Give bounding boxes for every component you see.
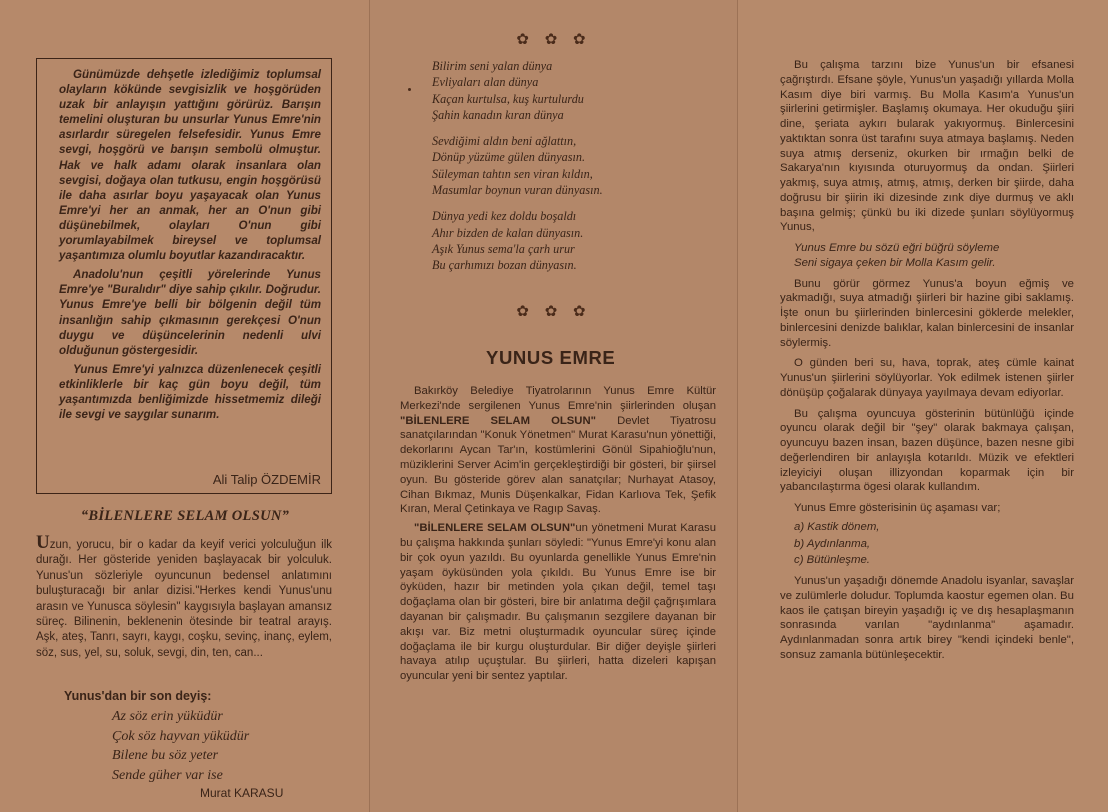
poem-line: Dönüp yüzüme gülen dünyasın. <box>432 150 585 165</box>
body-paragraph: Yunus Emre gösterisinin üç aşaması var; <box>794 502 1001 514</box>
poem-line: Kaçan kurtulsa, kuş kurtulurdu <box>432 91 584 106</box>
poem-subheading: Yunus'dan bir son deyiş: <box>64 689 212 703</box>
stage-item: a) Kastik dönem, <box>794 520 880 533</box>
poem-line: Bu çarhımızı bozan dünyasın. <box>432 258 577 273</box>
poem-line: Bilene bu söz yeter <box>112 748 219 763</box>
middle-body-text <box>400 384 716 688</box>
poem-line: Bilirim seni yalan dünya <box>432 59 553 73</box>
text-run: un yönetmeni Murat Karasu bu çalışma hakkında şunları söyledi: "Yunus Emre'yi konu alan bir çok oyun yazıldı. Bu oyunlarda genellikle Yunus Emre'nin yaşam öyküsünden yola çıkıldı. Bu Yunus Emre ise bir öyküden, hazır bir metinden yola çıkan değil, temel taşı doğaçlama olan bir gösteri, bire bir anlatıma değil çağrışımlara dayanan bir çalışmadır. Bu çalışmanın sezgilere dayanan bir akışı var. Biz metni oluşturmadık oyuncular süreç içinde doğaçlama ile bir kurgu oluşturdular. Bir diğer deyişle şiirleri havaya atılıp uçuştular. Bu şiirleri, hatta dizeleri kapışan oyuncular yeni bir sentez yaptılar. <box>400 522 716 683</box>
dunya-poem <box>432 58 732 284</box>
flower-ornament: ✿ ✿ ✿ <box>516 32 592 48</box>
poem-line: Masumlar boynun vuran dünyasın. <box>432 183 603 198</box>
flower-ornament: ✿ ✿ ✿ <box>516 304 592 320</box>
poem-line: Ahır bizden de kalan dünyasın. <box>432 225 584 240</box>
section-heading: “BİLENLERE SELAM OLSUN” <box>80 508 290 524</box>
poem-signature: Murat KARASU <box>200 786 284 800</box>
stage-item: b) Aydınlanma, <box>794 537 871 550</box>
play-title: "BİLENLERE SELAM OLSUN" <box>400 414 596 427</box>
body-paragraph: Bu çalışma oyuncuya gösterinin bütünlüğü içinde oyuncu olarak değil bir "şey" olarak bakmaya çalışan, oyuncuyu bazen insan, bazen düşünce, bazen nesne gibi değerlendiren bir anlayışla kotarıldı. Müzik ve efektleri izleyiciyi oluşan illizyondan koparmak için bir yabancılaştırma ögesi olarak kullandım. <box>780 407 1074 494</box>
poem-line: Az söz erin yüküdür <box>112 709 223 724</box>
body-paragraph <box>400 521 716 684</box>
verse-line: Seni sigaya çeken bir Molla Kasım gelir. <box>794 256 996 269</box>
left-panel <box>0 0 370 812</box>
right-body-text <box>780 58 1074 669</box>
verse-line: Yunus Emre bu sözü eğri büğrü söyleme <box>794 242 1000 254</box>
poem-line: Süleyman tahtın sen viran kıldın, <box>432 166 593 181</box>
intro-signature: Ali Talip ÖZDEMİR <box>212 472 321 487</box>
poem-line: Şahin kanadın kıran dünya <box>432 107 564 122</box>
poem-line: Aşık Yunus sema'la çarh urur <box>432 241 575 256</box>
poem-line: Dünya yedi kez doldu boşaldı <box>432 209 577 224</box>
poem-line: Çok söz hayvan yüküdür <box>112 728 250 744</box>
poem-stanza <box>432 208 732 273</box>
body-paragraph: O günden beri su, hava, toprak, ateş cümle kainat Yunus'un şiirlerini söylüyorlar. Yok edilmek istenen şiirler dönüşüp çoğalarak dünyaya yayılmaya devam ediyorlar. <box>780 357 1074 399</box>
left-body-content: zun, yorucu, bir o kadar da keyif verici yolculuğun ilk durağı. Her gösteride yeniden başlayacak bir yolculuk. Yunus'un sözleriyle oyuncunun bedensel anlatımını buluşturacağı bir anlar dizisi."Herkes kendi Yunus'unu arasın ve Yunusca söylesin" kaygısıyla başlayan amansız süreç. Bilinenin, beklenenin ötesinde bir teatral arayış. Aşk, ateş, Tanrı, sayrı, kaygı, coşku, sevinç, inanç, eylem, söz, sus, yel, su, soluk, sevgi, din, ten, can... <box>36 539 332 659</box>
text-run: Bakırköy Belediye Tiyatrolarının Yunus Emre Kültür Merkezi'nde sergilenen Yunus Emre'nin şiirlerinden oluşan <box>400 385 716 412</box>
poem-stanza <box>432 58 732 123</box>
text-run: Devlet Tiyatrosu sanatçılarından "Konuk Yönetmen" Murat Karasu'nun yönettiği, dekorlarını Aycan Tar'ın, kostümlerini Gönül Sipahioğlu'nun, müziklerini Server Acim'in gerçekleştirdiği bir gösteri, bir şiirsel oyun. Bu gösteride görev alan sanatçılar; Nurhayat Atasoy, Cihan Bıkmaz, Munis Düşenkalkar, Fidan Karlıova Tek, Şefik Kıran, Meral Çetinkaya ve Ragıp Savaş. <box>400 414 716 516</box>
intro-paragraph: Günümüzde dehşetle izlediğimiz toplumsal olayların kökünde sevgisizlik ve hoşgörüden uzak bir anlayışın yattığını görürüz. Barışın temelini oluşturan bu unsurlar Yunus Emre'nin asırlardır süregelen felsefesidir. Yunus Emre sevgi, hoşgörü ve barışın sembolü olmuştur. Hak ve halk adamı olarak insanlara olan sevgisi, doğaya olan tutkusu, engin hoşgörüsü ile daha asırlar boyu yaşayacak olan Yunus Emre'yi her an anmak, her an O'nun gibi düşünebilmek, olayları O'nun gibi yorumlayabilmek bireysel ve toplumsal yaşantımıza olumlu boyutlar kazandıracaktır. <box>59 68 321 263</box>
poem-stanza <box>432 133 732 198</box>
poem-line: Sende güher var ise <box>112 767 223 783</box>
page-title: YUNUS EMRE <box>486 347 616 368</box>
body-paragraph: Yunus'un yaşadığı dönemde Anadolu isyanlar, savaşlar ve zulümlerle doludur. Toplumda kaostur egemen olan. Bu kaos ile çatışan bireyin yaşadığı iç ve dış hesaplaşmanın sonrasında varılan "aydınlanma" aşamadır. Aydınlanmadan sonra artık birey "kendi içindeki benle", sonsuz zamanla bütünleşecektir. <box>780 575 1074 661</box>
drop-cap: U <box>36 532 50 553</box>
middle-panel <box>370 0 738 812</box>
body-paragraph: Bunu görür görmez Yunus'a boyun eğmiş ve yakmadığı, suya atmadığı şiirleri bir hazine gibi saklamış. İşte onun bu şiirlerinden binlercesini göklerde melekler, binlercesini denizde balıklar, kalan binlercesini de insanlar söylermiş. <box>780 277 1074 349</box>
intro-paragraph: Anadolu'nun çeşitli yörelerinde Yunus Emre'ye "Buralıdır" diye sahip çıkılır. Doğrudur. Yunus Emre'ye belli bir bölgenin değil tüm insanlığın sahip çıkmasının gerekçesi O'nun duygu ve düşüncelerinin nedenli ulvi olduğunun göstergesidir. <box>59 268 321 357</box>
stage-item: c) Bütünleşme. <box>794 554 870 567</box>
intro-box <box>36 58 332 494</box>
poem-line: Evliyaları alan dünya <box>432 75 539 90</box>
paper-speck <box>408 88 411 91</box>
body-paragraph <box>400 384 716 517</box>
right-panel <box>738 0 1108 812</box>
body-paragraph: Bu çalışma tarzını bize Yunus'un bir efsanesi çağrıştırdı. Efsane şöyle, Yunus'un yaşadığı yıllarda Molla Kasım diye biri varmış. Bu Molla Kasım'a Yunus'un şiirlerini getirmişler. Başlamış okumaya. Her okuduğu şiiri dine, şeriata aykırı bularak yakıyormuş. Binlercesini yaktıktan sonra üst tarafını suya atmaya başlamış. Neden suya atmış derseniz, okurken bir ırmağın belki de Sakarya'nın kıyısında oturuyormuş da ondan. Şiirleri yakmış, suya atmış, atmış, atmış, derken bir şiirde, daha doğrusu bir şiirin iki dizesinde zınk diye durmuş ve aklı başına gelmiş; çünkü bu iki dizede şunları söylüyormuş Yunus, <box>780 59 1074 234</box>
closing-poem <box>112 707 249 785</box>
intro-paragraph: Yunus Emre'yi yalnızca düzenlenecek çeşitli etkinliklerle bir kaç gün boyu değil, tüm yaşantımızda benliğimizde hissetmemiz dileği ile sevgi ve saygılar sunarım. <box>59 362 321 422</box>
poem-line: Sevdiğimi aldın beni ağlattın, <box>432 134 577 149</box>
play-title: "BİLENLERE SELAM OLSUN" <box>414 522 576 535</box>
left-body-text <box>36 532 332 661</box>
